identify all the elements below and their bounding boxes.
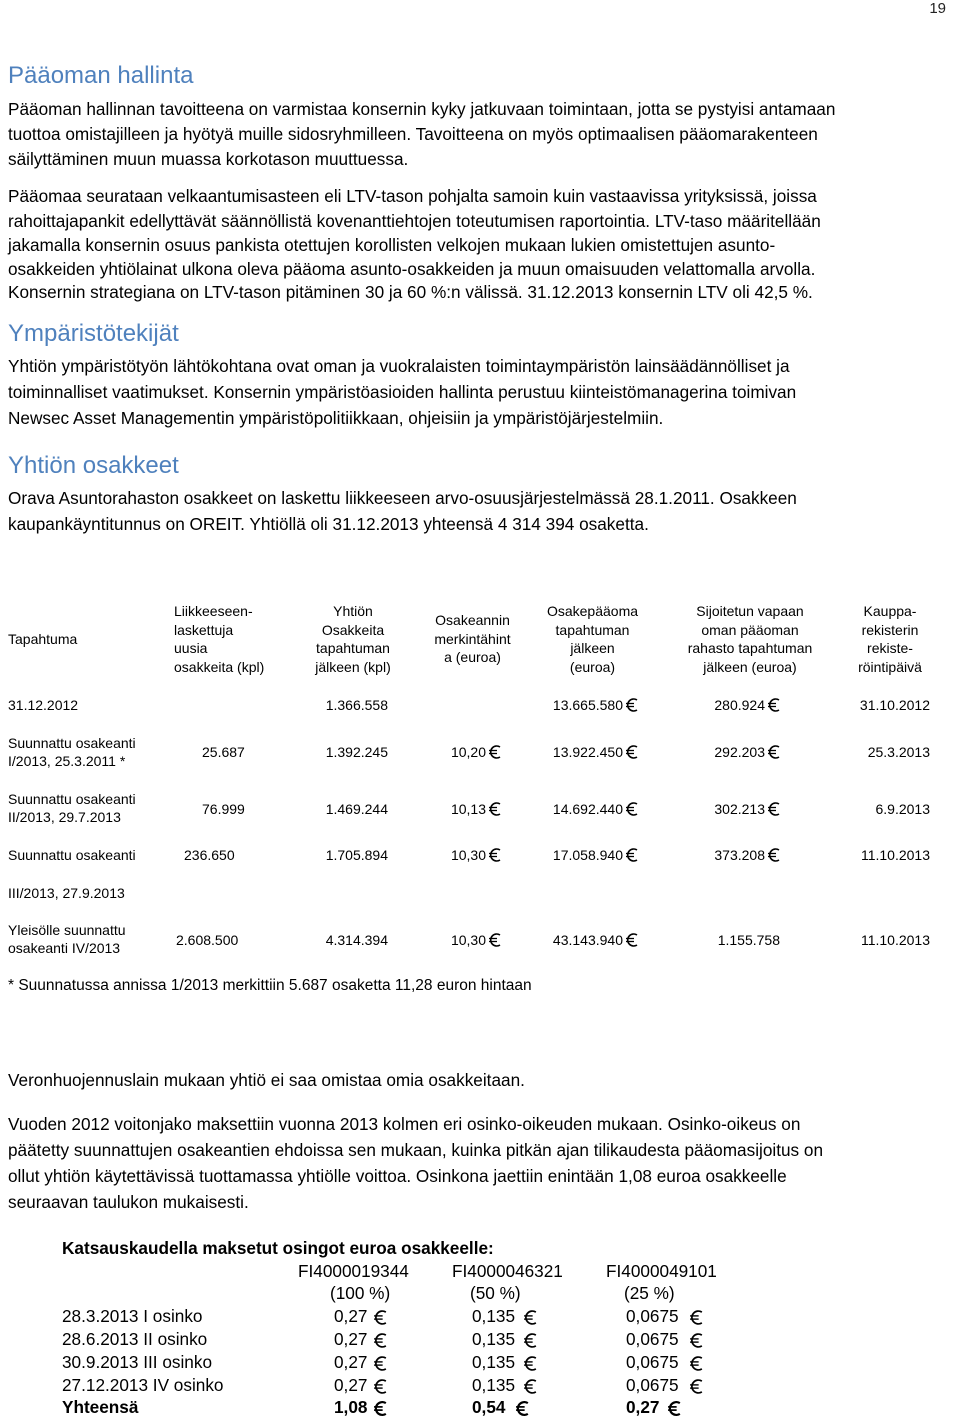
share-table-footnote: * Suunnatussa annissa 1/2013 merkittiin 5.687 osaketta 11,28 euron hintaan [8,977,532,994]
euro-sign-icon [374,1379,387,1394]
dividend-value: 0,27 [334,1375,368,1395]
page-number: 19 [929,0,946,17]
header-fund: Sijoitetun vapaan oman pääoman rahasto tapahtuman jälkeen (euroa) [687,603,813,675]
capital-para1-line: säilyttäminen muun muassa korkotason muuttuessa. [8,149,409,169]
table-cell-total-shares: 1.366.558 [325,697,388,713]
euro-sign-icon [374,1401,387,1416]
table-cell-reg-date: 11.10.2013 [860,847,930,863]
capital-para1-line: tuottoa omistajilleen ja hyötyä muille sidosryhmilleen. Tavoitteena on myös optimaalisen pääomarakenteen [8,124,818,144]
table-cell-event: Suunnattu osakeanti II/2013, 29.7.2013 [8,791,136,825]
dividend-table-title: Katsauskaudella maksetut osingot euroa osakkeelle: [62,1238,494,1258]
table-cell-event: 31.12.2012 [8,697,79,713]
environment-line: toiminnalliset vaatimukset. Konsernin ympäristöasioiden hallinta perustuu kiinteistömanagerina toimivan [8,382,797,402]
header-new-shares: Liikkeeseen- laskettuja uusia osakkeita (kpl) [174,603,265,675]
dividend-value: 0,27 [334,1352,368,1372]
dividend-row-label: 28.6.2013 II osinko [62,1329,208,1349]
dividend-value: 0,0675 [626,1352,679,1372]
dividend-para-line: seuraavan taulukon mukaisesti. [8,1192,249,1212]
euro-sign-icon [489,848,501,862]
euro-sign-icon [768,848,780,862]
euro-sign-icon [524,1356,537,1371]
euro-sign-icon [768,802,780,816]
table-cell-reg-date: 6.9.2013 [875,801,930,817]
table-cell-new-shares: 25.687 [202,744,245,760]
table-cell-total-shares: 4.314.394 [325,932,388,948]
header-share-capital: Osakepääoma tapahtuman jälkeen (euroa) [546,603,639,675]
table-cell-event: Suunnattu osakeanti I/2013, 25.3.2011 * [8,735,136,769]
environment-line: Newsec Asset Managementin ympäristöpolitiikkaan, ohjeisiin ja ympäristöjärjestelmiin. [8,408,664,428]
shares-line: kaupankäyntitunnus on OREIT. Yhtiöllä oli 31.12.2013 yhteensä 4 314 394 osaketta. [8,514,649,534]
euro-sign-icon [626,848,638,862]
table-cell-event: Yleisölle suunnattu osakeanti IV/2013 [8,922,126,956]
euro-sign-icon [374,1333,387,1348]
euro-sign-icon [524,1333,537,1348]
dividend-value: 0,27 [334,1329,368,1349]
euro-sign-icon [668,1401,681,1416]
table-cell-new-shares: 76.999 [202,801,245,817]
shares-line: Orava Asuntorahaston osakkeet on laskettu liikkeeseen arvo-osuusjärjestelmässä 28.1.2011. Osakkeen [8,488,797,508]
euro-sign-icon [690,1333,703,1348]
euro-sign-icon [626,933,638,947]
environment-line: Yhtiön ympäristötyön lähtökohtana ovat oman ja vuokralaisten toimintaympäristön lainsäädännölliset ja [8,356,790,376]
table-cell-event: Suunnattu osakeanti III/2013, 27.9.2013 [8,847,136,901]
table-cell-share-capital: 17.058.940 [552,847,623,863]
table-cell-fund: 280.924 [714,697,765,713]
header-price: Osakeannin merkintähint a (euroa) [434,612,511,665]
euro-sign-icon [524,1310,537,1325]
table-cell-reg-date: 31.10.2012 [859,697,930,713]
euro-sign-icon [626,745,638,759]
dividend-column-isin: FI4000049101 [606,1261,717,1281]
table-cell-fund: 1.155.758 [717,932,780,948]
dividend-column-isin: FI4000046321 [452,1261,563,1281]
dividend-column-share: (100 %) [330,1283,391,1303]
capital-para2-line: rahoittajapankit edellyttävät säännöllistä kovenanttiehtojen toteutumisen raportointia. LTV-taso määritellään [8,211,821,231]
table-cell-share-capital: 13.922.450 [552,744,623,760]
capital-para2-line: Pääomaa seurataan velkaantumisasteen eli LTV-tason pohjalta samoin kuin vastaavissa yrityksissä, joissa [8,186,817,206]
table-cell-reg-date: 11.10.2013 [860,932,930,948]
dividend-para-line: päätetty suunnattujen osakeantien ehdoissa sen mukaan, kuinka pitkän ajan tilikaudesta pääomasijoitus on [8,1140,824,1160]
euro-sign-icon [690,1310,703,1325]
euro-sign-icon [626,802,638,816]
dividend-row-label: 28.3.2013 I osinko [62,1306,203,1326]
dividend-total-value: 1,08 [334,1397,368,1417]
table-cell-price: 10,30 [450,847,486,863]
euro-sign-icon [768,698,780,712]
section-title-capital: Pääoman hallinta [8,62,194,89]
capital-para2-line: jakamalla konsernin osuus pankista otettujen korollisten velkojen mukaan lukien omistettujen asunto- [8,235,776,255]
table-cell-share-capital: 43.143.940 [552,932,623,948]
dividend-total-label: Yhteensä [62,1397,139,1417]
dividend-total-value: 0,54 [472,1397,506,1417]
section-title-shares: Yhtiön osakkeet [8,452,179,479]
euro-sign-icon [374,1310,387,1325]
table-cell-fund: 373.208 [714,847,765,863]
table-cell-share-capital: 13.665.580 [552,697,623,713]
table-cell-fund: 302.213 [714,801,765,817]
dividend-column-isin: FI4000019344 [298,1261,409,1281]
dividend-value: 0,135 [472,1306,516,1326]
dividend-column-share: (50 %) [470,1283,521,1303]
dividend-value: 0,0675 [626,1329,679,1349]
table-cell-price: 10,13 [450,801,486,817]
header-total-shares: Yhtiön Osakkeita tapahtuman jälkeen (kpl) [315,603,391,675]
dividend-value: 0,135 [472,1352,516,1372]
euro-sign-icon [690,1379,703,1394]
dividend-para-line: ollut yhtiön käytettävissä tuottamassa yhtiölle voittoa. Osinkona jaettiin enintään 1,08 euroa osakkeelle [8,1166,787,1186]
table-cell-new-shares: 236.650 [184,847,235,863]
table-cell-price: 10,30 [450,932,486,948]
table-cell-reg-date: 25.3.2013 [867,744,930,760]
dividend-value: 0,27 [334,1306,368,1326]
dividend-total-value: 0,27 [626,1397,660,1417]
dividend-value: 0,135 [472,1329,516,1349]
dividend-row-label: 30.9.2013 III osinko [62,1352,213,1372]
table-cell-fund: 292.203 [714,744,765,760]
dividend-column-share: (25 %) [624,1283,675,1303]
table-cell-new-shares: 2.608.500 [176,932,239,948]
table-cell-share-capital: 14.692.440 [552,801,623,817]
euro-sign-icon [489,802,501,816]
euro-sign-icon [626,698,638,712]
section-title-environment: Ympäristötekijät [8,320,179,347]
header-reg-date: Kauppa- rekisterin rekiste- röintipäivä [858,603,922,675]
dividend-value: 0,0675 [626,1306,679,1326]
capital-para2-line: osakkeiden yhtiölainat ulkona oleva pääoma asunto-osakkeiden ja muun omaisuuden velattomalla arvolla. [8,259,816,279]
capital-para1-line: Pääoman hallinnan tavoitteena on varmistaa konsernin kyky jatkuvaan toimintaan, jotta se pystyisi antamaan [8,99,836,119]
header-event: Tapahtuma [8,631,78,647]
table-cell-total-shares: 1.469.244 [325,801,388,817]
capital-para2-line: Konsernin strategiana on LTV-tason pitäminen 30 ja 60 %:n välissä. 31.12.2013 konsernin LTV oli 42,5 %. [8,282,813,302]
euro-sign-icon [768,745,780,759]
euro-sign-icon [516,1401,529,1416]
euro-sign-icon [524,1379,537,1394]
own-shares-text: Veronhuojennuslain mukaan yhtiö ei saa omistaa omia osakkeitaan. [8,1070,525,1090]
dividend-row-label: 27.12.2013 IV osinko [62,1375,224,1395]
euro-sign-icon [489,745,501,759]
euro-sign-icon [374,1356,387,1371]
dividend-value: 0,0675 [626,1375,679,1395]
dividend-value: 0,135 [472,1375,516,1395]
dividend-para-line: Vuoden 2012 voitonjako maksettiin vuonna 2013 kolmen eri osinko-oikeuden mukaan. Osinko-oikeus on [8,1114,801,1134]
table-cell-price: 10,20 [450,744,486,760]
table-cell-total-shares: 1.705.894 [325,847,388,863]
table-cell-total-shares: 1.392.245 [325,744,388,760]
euro-sign-icon [489,933,501,947]
euro-sign-icon [690,1356,703,1371]
